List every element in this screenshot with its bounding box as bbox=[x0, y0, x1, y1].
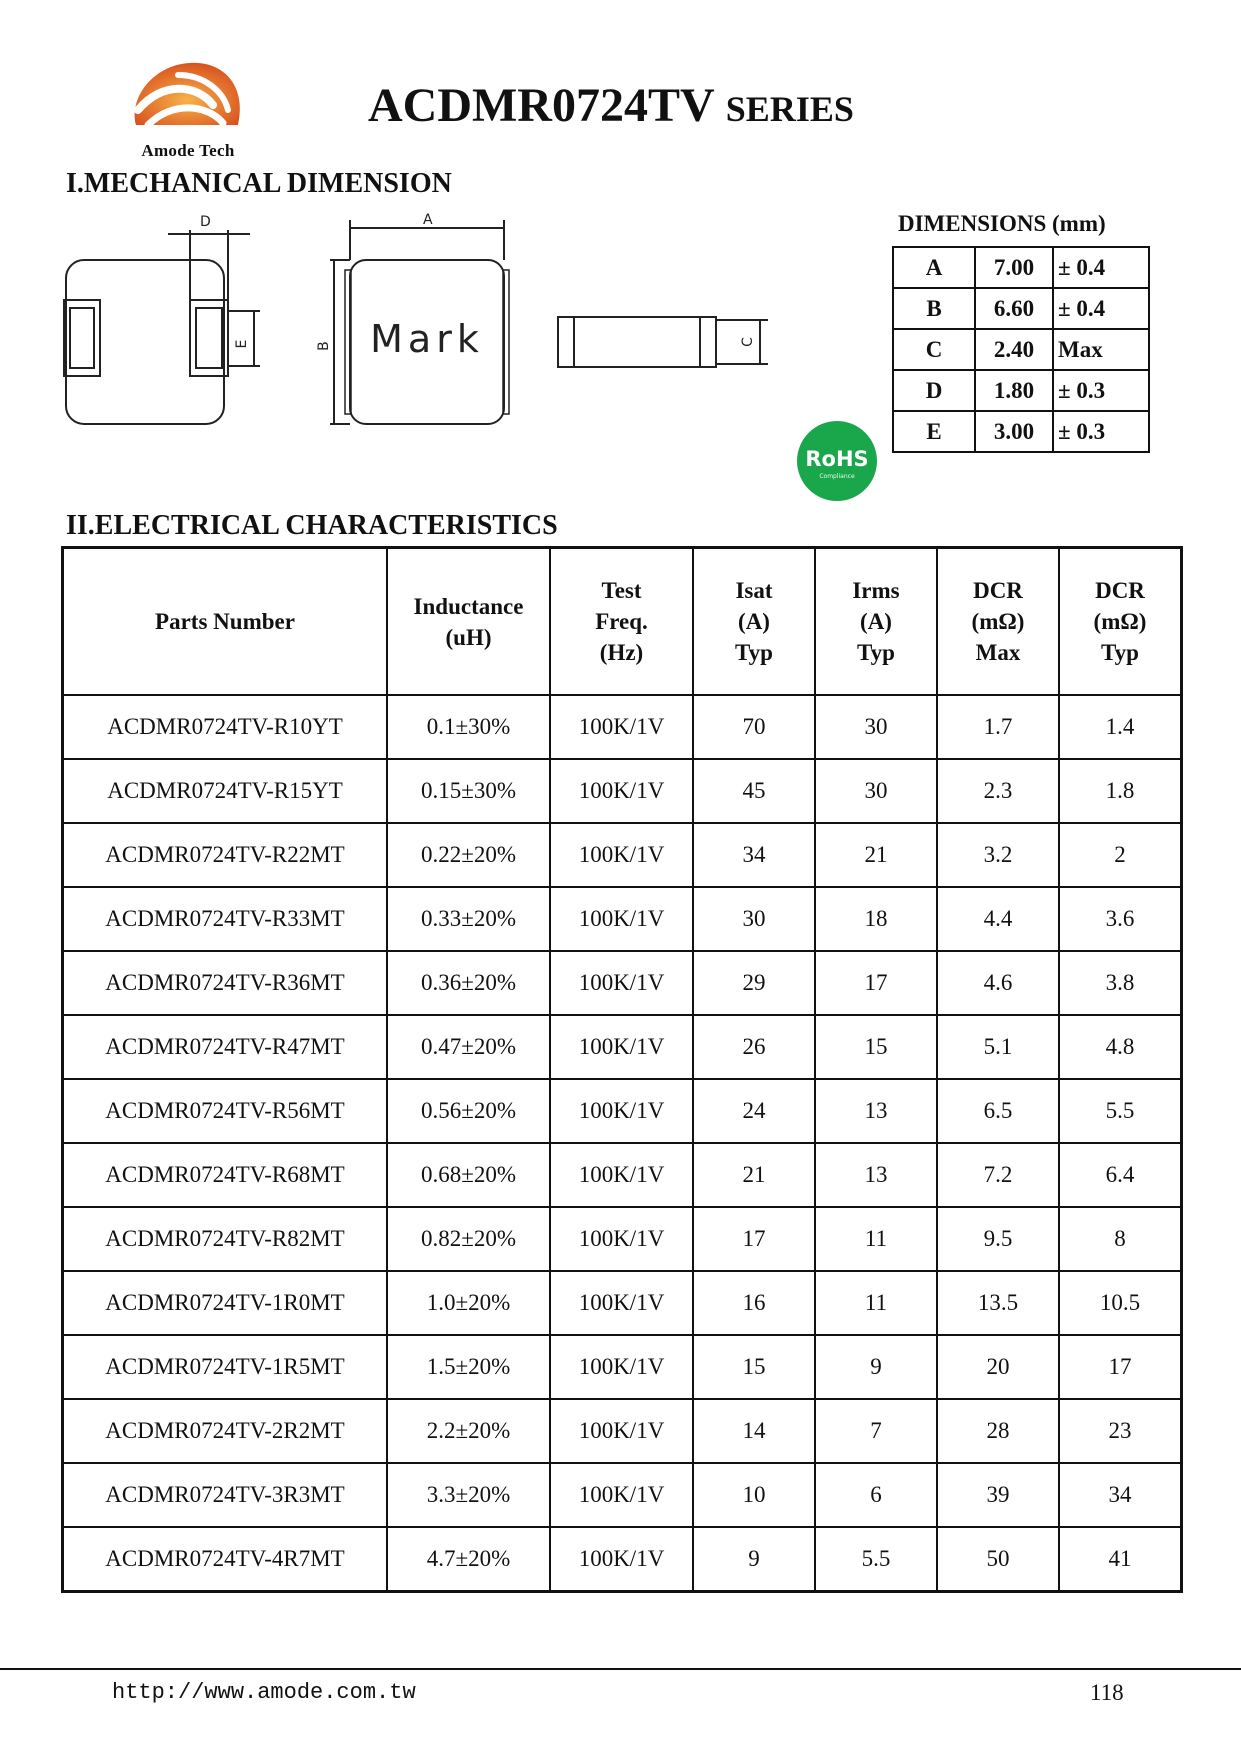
table-cell: 17 bbox=[693, 1207, 815, 1271]
table-cell: 20 bbox=[937, 1335, 1059, 1399]
table-cell: 10 bbox=[693, 1463, 815, 1527]
table-cell: 15 bbox=[815, 1015, 937, 1079]
logo-text: Amode Tech bbox=[141, 141, 235, 160]
column-header-line: Inductance bbox=[413, 593, 524, 619]
table-cell: 21 bbox=[815, 823, 937, 887]
table-cell: 30 bbox=[693, 887, 815, 951]
column-header-line: (A) bbox=[738, 609, 770, 634]
table-cell: 6 bbox=[815, 1463, 937, 1527]
column-header-line: Isat bbox=[735, 578, 773, 603]
table-cell: 1.7 bbox=[937, 695, 1059, 759]
part-number-cell: ACDMR0724TV-R47MT bbox=[63, 1015, 388, 1079]
column-header-line: (Hz) bbox=[599, 640, 644, 665]
table-cell: 13 bbox=[815, 1079, 937, 1143]
dimension-tolerance: ± 0.4 bbox=[1053, 247, 1149, 288]
table-row bbox=[63, 759, 1182, 823]
column-header-line: DCR bbox=[973, 578, 1023, 603]
part-number-cell: ACDMR0724TV-4R7MT bbox=[63, 1527, 388, 1592]
dimension-value: 7.00 bbox=[975, 247, 1053, 288]
table-row bbox=[63, 1399, 1182, 1463]
part-number-cell: ACDMR0724TV-2R2MT bbox=[63, 1399, 388, 1463]
table-cell: 100K/1V bbox=[550, 759, 693, 823]
table-cell: 7.2 bbox=[937, 1143, 1059, 1207]
front-view-body bbox=[558, 317, 716, 367]
page-number: 118 bbox=[1090, 1680, 1124, 1705]
side-view-body bbox=[66, 260, 224, 424]
title-suffix: SERIES bbox=[725, 89, 854, 129]
table-cell: 3.8 bbox=[1059, 951, 1182, 1015]
table-row bbox=[63, 1079, 1182, 1143]
table-cell: 10.5 bbox=[1059, 1271, 1182, 1335]
mechanical-drawings bbox=[60, 212, 800, 436]
table-row bbox=[63, 1143, 1182, 1207]
column-header bbox=[63, 548, 388, 696]
table-cell: 6.4 bbox=[1059, 1143, 1182, 1207]
table-cell: 30 bbox=[815, 695, 937, 759]
dimension-value: 1.80 bbox=[975, 370, 1053, 411]
part-number-cell: ACDMR0724TV-R56MT bbox=[63, 1079, 388, 1143]
part-number-cell: ACDMR0724TV-R10YT bbox=[63, 695, 388, 759]
table-cell: 0.68±20% bbox=[387, 1143, 550, 1207]
table-cell: 100K/1V bbox=[550, 1207, 693, 1271]
part-number-cell: ACDMR0724TV-R36MT bbox=[63, 951, 388, 1015]
table-row bbox=[63, 1271, 1182, 1335]
table-cell: 100K/1V bbox=[550, 1335, 693, 1399]
part-number-cell: ACDMR0724TV-R15YT bbox=[63, 759, 388, 823]
table-cell: 1.4 bbox=[1059, 695, 1182, 759]
table-row bbox=[63, 1207, 1182, 1271]
table-cell: 1.5±20% bbox=[387, 1335, 550, 1399]
dimension-row bbox=[893, 329, 1149, 370]
table-cell: 0.22±20% bbox=[387, 823, 550, 887]
table-cell: 4.6 bbox=[937, 951, 1059, 1015]
dim-e-label: E bbox=[234, 339, 250, 349]
table-cell: 5.1 bbox=[937, 1015, 1059, 1079]
dimension-value: 2.40 bbox=[975, 329, 1053, 370]
table-cell: 2 bbox=[1059, 823, 1182, 887]
table-cell: 24 bbox=[693, 1079, 815, 1143]
dim-b-label: B bbox=[316, 341, 332, 351]
column-header-line: (uH) bbox=[445, 624, 492, 650]
dimension-row bbox=[893, 247, 1149, 288]
table-cell: 100K/1V bbox=[550, 951, 693, 1015]
dimension-label: E bbox=[893, 411, 975, 452]
table-cell: 17 bbox=[815, 951, 937, 1015]
table-row bbox=[63, 1335, 1182, 1399]
table-cell: 11 bbox=[815, 1207, 937, 1271]
table-cell: 26 bbox=[693, 1015, 815, 1079]
table-row bbox=[63, 695, 1182, 759]
footer-url: http://www.amode.com.tw bbox=[112, 1680, 416, 1705]
rohs-text: RoHS bbox=[805, 447, 869, 471]
dimension-row bbox=[893, 370, 1149, 411]
part-number-cell: ACDMR0724TV-R22MT bbox=[63, 823, 388, 887]
table-cell: 9 bbox=[693, 1527, 815, 1592]
table-row bbox=[63, 887, 1182, 951]
table-cell: 100K/1V bbox=[550, 1015, 693, 1079]
table-cell: 100K/1V bbox=[550, 1143, 693, 1207]
table-cell: 17 bbox=[1059, 1335, 1182, 1399]
mechanical-heading: I.MECHANICAL DIMENSION bbox=[66, 168, 452, 199]
table-cell: 28 bbox=[937, 1399, 1059, 1463]
mark-text: Mark bbox=[370, 317, 484, 361]
dim-c-label: C bbox=[740, 337, 756, 347]
table-cell: 0.82±20% bbox=[387, 1207, 550, 1271]
table-cell: 6.5 bbox=[937, 1079, 1059, 1143]
column-header-line: Test bbox=[601, 578, 642, 603]
table-cell: 3.2 bbox=[937, 823, 1059, 887]
part-number-cell: ACDMR0724TV-1R5MT bbox=[63, 1335, 388, 1399]
dimension-tolerance: ± 0.3 bbox=[1053, 370, 1149, 411]
table-cell: 3.3±20% bbox=[387, 1463, 550, 1527]
column-header-line: DCR bbox=[1095, 578, 1145, 603]
column-header-line: Irms bbox=[852, 578, 900, 603]
column-header bbox=[693, 548, 815, 696]
table-row bbox=[63, 823, 1182, 887]
column-header-line: Freq. bbox=[595, 609, 648, 634]
footer-divider bbox=[0, 1668, 1241, 1670]
table-cell: 100K/1V bbox=[550, 695, 693, 759]
column-header-line: Typ bbox=[857, 640, 895, 665]
table-cell: 0.56±20% bbox=[387, 1079, 550, 1143]
dimension-tolerance: ± 0.3 bbox=[1053, 411, 1149, 452]
table-cell: 100K/1V bbox=[550, 1079, 693, 1143]
column-header-line: (mΩ) bbox=[1093, 609, 1147, 634]
table-cell: 5.5 bbox=[1059, 1079, 1182, 1143]
table-cell: 9 bbox=[815, 1335, 937, 1399]
dimension-value: 3.00 bbox=[975, 411, 1053, 452]
column-header-line: Max bbox=[975, 640, 1021, 665]
table-cell: 14 bbox=[693, 1399, 815, 1463]
electrical-table bbox=[61, 546, 1183, 1593]
table-cell: 1.8 bbox=[1059, 759, 1182, 823]
dim-a-label: A bbox=[423, 212, 433, 228]
table-cell: 4.4 bbox=[937, 887, 1059, 951]
dimension-label: B bbox=[893, 288, 975, 329]
table-cell: 11 bbox=[815, 1271, 937, 1335]
table-cell: 0.1±30% bbox=[387, 695, 550, 759]
table-cell: 100K/1V bbox=[550, 887, 693, 951]
column-header-line: Typ bbox=[735, 640, 773, 665]
dimension-label: A bbox=[893, 247, 975, 288]
table-cell: 13.5 bbox=[937, 1271, 1059, 1335]
table-cell: 13 bbox=[815, 1143, 937, 1207]
table-row bbox=[63, 951, 1182, 1015]
dim-d-label: D bbox=[200, 214, 211, 230]
dimensions-caption: DIMENSIONS (mm) bbox=[898, 211, 1106, 236]
table-cell: 100K/1V bbox=[550, 1463, 693, 1527]
table-cell: 2.2±20% bbox=[387, 1399, 550, 1463]
table-cell: 41 bbox=[1059, 1527, 1182, 1592]
table-row bbox=[63, 1527, 1182, 1592]
column-header-line: Typ bbox=[1101, 640, 1139, 665]
part-number-cell: ACDMR0724TV-R68MT bbox=[63, 1143, 388, 1207]
table-cell: 34 bbox=[693, 823, 815, 887]
table-cell: 23 bbox=[1059, 1399, 1182, 1463]
table-cell: 30 bbox=[815, 759, 937, 823]
column-header-line: (A) bbox=[860, 609, 892, 634]
table-cell: 50 bbox=[937, 1527, 1059, 1592]
table-cell: 4.7±20% bbox=[387, 1527, 550, 1592]
table-cell: 0.15±30% bbox=[387, 759, 550, 823]
table-cell: 34 bbox=[1059, 1463, 1182, 1527]
column-header bbox=[550, 548, 693, 696]
table-cell: 1.0±20% bbox=[387, 1271, 550, 1335]
table-cell: 9.5 bbox=[937, 1207, 1059, 1271]
table-cell: 39 bbox=[937, 1463, 1059, 1527]
column-header-line: (mΩ) bbox=[971, 609, 1025, 634]
rohs-subtext: Compliance bbox=[819, 473, 855, 480]
table-cell: 8 bbox=[1059, 1207, 1182, 1271]
table-cell: 100K/1V bbox=[550, 1399, 693, 1463]
part-number-cell: ACDMR0724TV-R33MT bbox=[63, 887, 388, 951]
page-title bbox=[368, 78, 854, 133]
table-cell: 100K/1V bbox=[550, 1271, 693, 1335]
table-cell: 2.3 bbox=[937, 759, 1059, 823]
table-cell: 100K/1V bbox=[550, 1527, 693, 1592]
table-cell: 29 bbox=[693, 951, 815, 1015]
table-row bbox=[63, 1463, 1182, 1527]
table-cell: 15 bbox=[693, 1335, 815, 1399]
table-cell: 70 bbox=[693, 695, 815, 759]
dimension-label: D bbox=[893, 370, 975, 411]
column-header bbox=[815, 548, 937, 696]
table-cell: 0.36±20% bbox=[387, 951, 550, 1015]
table-cell: 7 bbox=[815, 1399, 937, 1463]
part-number-cell: ACDMR0724TV-R82MT bbox=[63, 1207, 388, 1271]
electrical-heading: II.ELECTRICAL CHARACTERISTICS bbox=[66, 510, 558, 541]
dimension-label: C bbox=[893, 329, 975, 370]
table-cell: 18 bbox=[815, 887, 937, 951]
table-cell: 100K/1V bbox=[550, 823, 693, 887]
table-cell: 45 bbox=[693, 759, 815, 823]
column-header bbox=[387, 548, 550, 696]
dimension-tolerance: Max bbox=[1053, 329, 1149, 370]
table-row bbox=[63, 1015, 1182, 1079]
table-header-row bbox=[63, 548, 1182, 696]
dimension-tolerance: ± 0.4 bbox=[1053, 288, 1149, 329]
dimension-value: 6.60 bbox=[975, 288, 1053, 329]
table-cell: 16 bbox=[693, 1271, 815, 1335]
table-cell: 5.5 bbox=[815, 1527, 937, 1592]
dimension-row bbox=[893, 411, 1149, 452]
column-header-line: Parts Number bbox=[155, 609, 295, 634]
part-number-cell: ACDMR0724TV-1R0MT bbox=[63, 1271, 388, 1335]
table-cell: 21 bbox=[693, 1143, 815, 1207]
dimensions-table bbox=[892, 246, 1150, 453]
dimension-row bbox=[893, 288, 1149, 329]
table-cell: 3.6 bbox=[1059, 887, 1182, 951]
rohs-badge bbox=[796, 420, 878, 502]
column-header bbox=[937, 548, 1059, 696]
table-cell: 0.33±20% bbox=[387, 887, 550, 951]
part-number-cell: ACDMR0724TV-3R3MT bbox=[63, 1463, 388, 1527]
title-main: ACDMR0724TV bbox=[368, 79, 714, 132]
column-header bbox=[1059, 548, 1182, 696]
table-cell: 4.8 bbox=[1059, 1015, 1182, 1079]
table-cell: 0.47±20% bbox=[387, 1015, 550, 1079]
